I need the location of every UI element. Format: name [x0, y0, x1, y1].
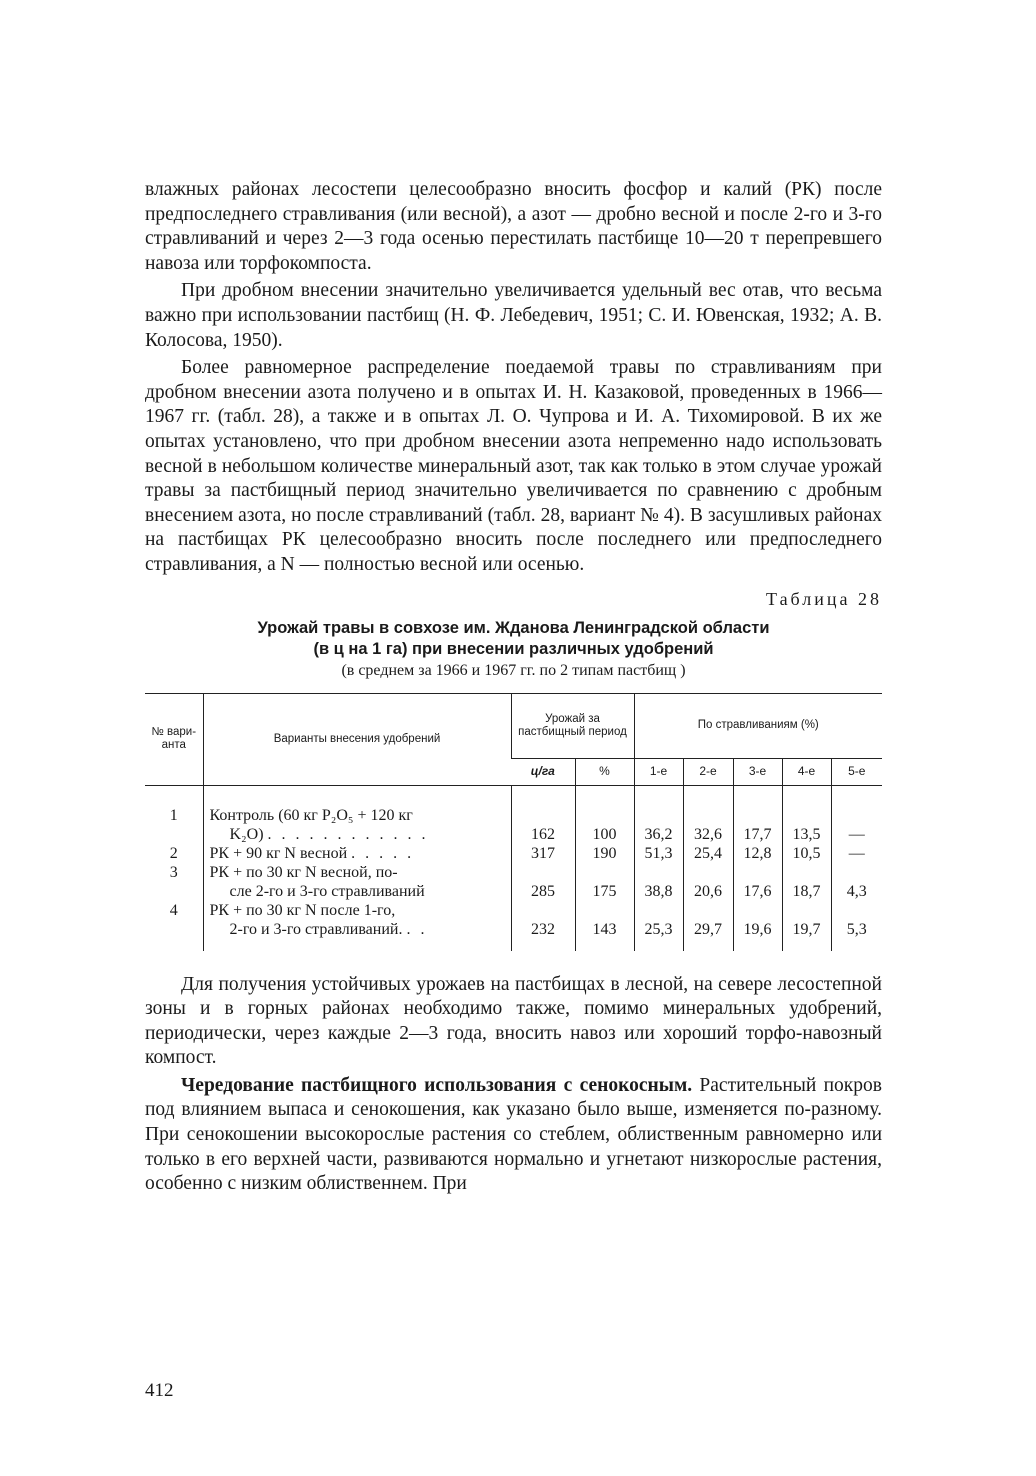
paragraph-5 [145, 1074, 882, 1197]
row-variant [203, 785, 511, 844]
table-row [145, 844, 882, 863]
table-subtitle: (в среднем за 1966 и 1967 гг. по 2 типам пастбищ ) [341, 661, 686, 679]
paragraph-4: Для получения устойчивых урожаев на пастбищах в лесной, на севере лесостепной зоны и в горных районах необходимо также, помимо минеральных удобрений, периодически, через каждые 2—3 года, вносить навоз или хороший торфо-навозный компост. [145, 973, 882, 1069]
table-row [145, 901, 882, 951]
table-row [145, 785, 882, 844]
section-text: Растительный покров под влиянием выпаса и сенокошения, как указано было выше, изменяется по-разному. При сенокошении высокорослые растения со стеблем, облиственным равномерно или только в его верхней части, развиваются нормально и угнетают низкорослые растения, особенно с низким облиственнем. При [145, 1074, 882, 1195]
header-yield-pct: % [575, 758, 634, 785]
cell-g5: — [831, 844, 882, 863]
cell-cga: 232 [511, 901, 575, 951]
header-variant-number: № вари-анта [145, 693, 203, 785]
variant-line2: сле 2-го и 3-го стравливаний [229, 882, 425, 900]
variant-line1: Контроль (60 кг P₂O₅ + 120 кг [209, 806, 413, 824]
cell-g2: 20,6 [683, 863, 733, 901]
section-heading: Чередование пастбищного использования с сенокосным. [181, 1074, 693, 1096]
cell-g4: 10,5 [782, 844, 831, 863]
cell-g3: 12,8 [733, 844, 782, 863]
cell-g3: 17,6 [733, 863, 782, 901]
cell-g1: 38,8 [634, 863, 683, 901]
cell-g1: 36,2 [634, 785, 683, 844]
cell-cga: 162 [511, 785, 575, 844]
header-graze-2: 2-е [683, 758, 733, 785]
cell-g1: 25,3 [634, 901, 683, 951]
cell-g2: 32,6 [683, 785, 733, 844]
row-variant [203, 863, 511, 901]
cell-pct: 175 [575, 863, 634, 901]
cell-g5: — [831, 785, 882, 844]
table-title-line2: (в ц на 1 га) при внесении различных удобрений [313, 639, 714, 658]
row-variant [203, 844, 511, 863]
cell-g2: 25,4 [683, 844, 733, 863]
variant-line1: РК + по 30 кг N после 1-го, [209, 901, 396, 919]
header-graze-3: 3-е [733, 758, 782, 785]
variant-dots: . . . . . [351, 844, 415, 862]
yield-table [145, 693, 882, 951]
header-grazing-group: По стравливаниям (%) [634, 693, 882, 758]
row-number: 3 [169, 863, 178, 881]
variant-line1: РК + 90 кг N весной [209, 844, 348, 862]
variant-line2 [210, 825, 508, 844]
header-graze-1: 1-е [634, 758, 683, 785]
cell-g4: 19,7 [782, 901, 831, 951]
cell-g1: 51,3 [634, 844, 683, 863]
cell-pct: 100 [575, 785, 634, 844]
cell-cga: 317 [511, 844, 575, 863]
cell-pct: 143 [575, 901, 634, 951]
cell-pct: 190 [575, 844, 634, 863]
row-number: 1 [169, 806, 178, 824]
variant-dots: . . [406, 920, 428, 938]
table-label: Таблица 28 [766, 588, 882, 609]
table-title-line1: Урожай травы в совхозе им. Жданова Ленинградской области [257, 618, 770, 637]
row-number: 4 [169, 901, 178, 919]
paragraph-1: влажных районах лесостепи целесообразно вносить фосфор и калий (РК) после предпоследнего стравливания (или весной), а азот — дробно весной и после 2-го и 3-го стравливаний и через 2—3 года осенью перестилать пастбище 10—20 т перепревшего навоза или торфокомпоста. [145, 179, 882, 274]
header-yield-cga: ц/га [511, 758, 575, 785]
header-graze-4: 4-е [782, 758, 831, 785]
cell-g4: 13,5 [782, 785, 831, 844]
cell-g2: 29,7 [683, 901, 733, 951]
header-graze-5: 5-е [831, 758, 882, 785]
cell-g5: 4,3 [831, 863, 882, 901]
cell-g3: 19,6 [733, 901, 782, 951]
variant-line1: РК + по 30 кг N весной, по- [209, 863, 398, 881]
page-content [145, 178, 882, 1197]
variant-line2-text: 2-го и 3-го стравливаний. [229, 920, 403, 938]
cell-g5: 5,3 [831, 901, 882, 951]
header-yield-group: Урожай за пастбищный период [511, 693, 634, 758]
cell-g4: 18,7 [782, 863, 831, 901]
paragraph-3: Более равномерное распределение поедаемой травы по стравливаниям при дробном внесении азота получено и в опытах И. Н. Казаковой, проведенных в 1966—1967 гг. (табл. 28), а также и в опытах Л. О. Чупрова и И. А. Тихомировой. В их же опытах установлено, что при дробном внесении азота непременно надо использовать весной в небольшом количестве минеральный азот, так как только в этом случае урожай травы за пастбищный период значительно увеличивается по сравнению с дробным внесением азота, но после стравливаний (табл. 28, вариант № 4). В засушливых районах на пастбищах РК целесообразно вносить после последнего или предпоследнего стравливания, а N — полностью весной или осенью. [145, 357, 882, 575]
row-number: 2 [169, 844, 178, 862]
page-number: 412 [145, 1380, 174, 1401]
paragraph-2: При дробном внесении значительно увеличивается удельный вес отав, что весьма важно при использовании пастбищ (Н. Ф. Лебедевич, 1951; С. И. Ювенская, 1932; А. В. Колосова, 1950). [145, 280, 882, 351]
header-variant: Варианты внесения удобрений [203, 693, 511, 785]
variant-dots: . . . . . . . . . . . . [267, 825, 429, 843]
row-variant [203, 901, 511, 951]
table-row [145, 863, 882, 901]
cell-cga: 285 [511, 863, 575, 901]
cell-g3: 17,7 [733, 785, 782, 844]
variant-line2-text: K₂O) [229, 825, 264, 843]
variant-line2 [210, 920, 508, 939]
